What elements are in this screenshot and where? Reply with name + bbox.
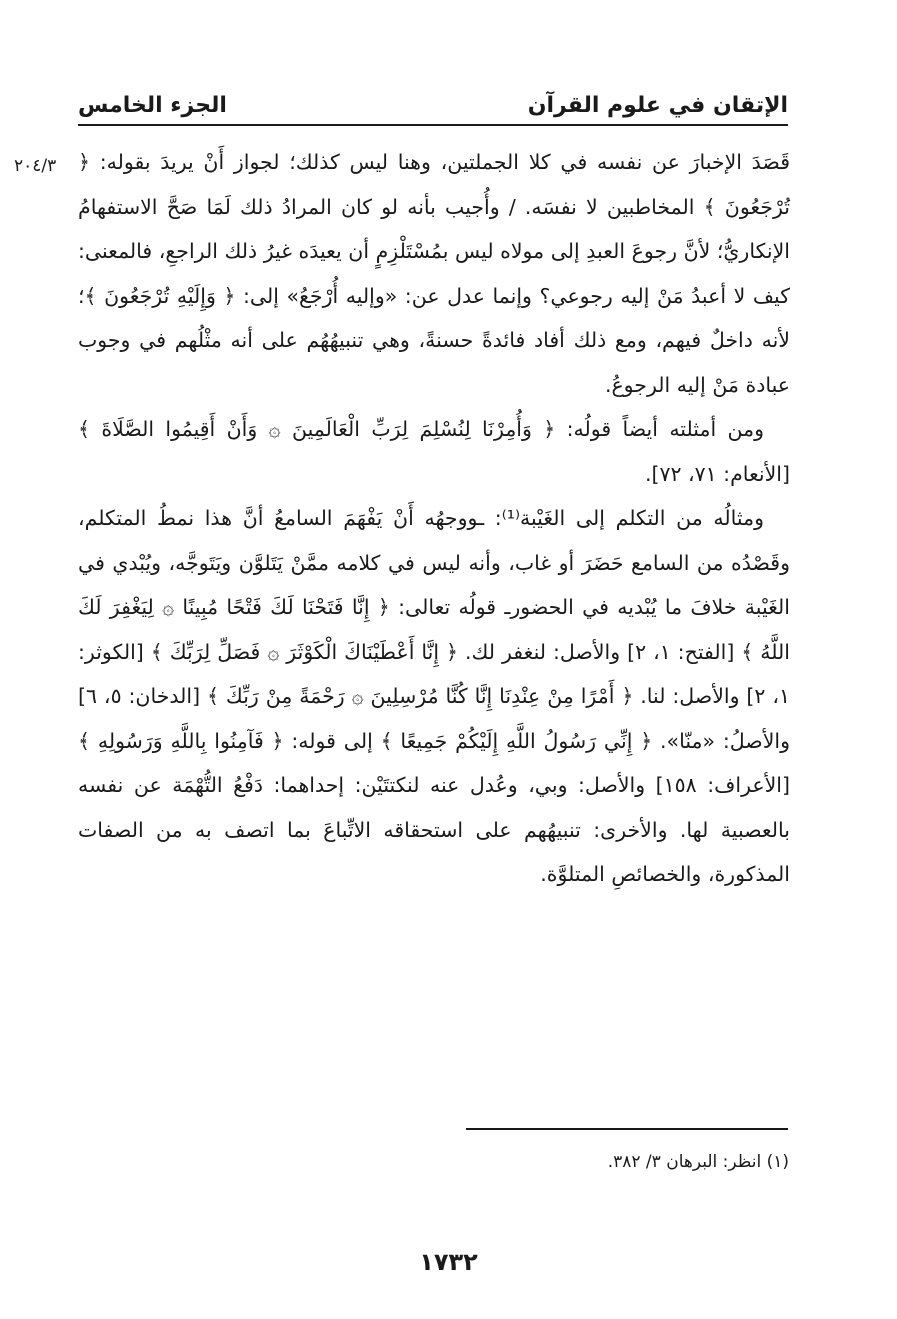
paragraph-3: ومثالُه من التكلم إلى الغَيْبة⁽¹⁾: ـووجهُه أَنْ يَفْهَمَ السامعُ أنَّ هذا نمطُ المتكلم، وقَصْدُه من السامع حَضَرَ أو غاب، وأنه ليس في كلامه ممَّنْ يَتَلوَّن ويَتَوجَّه، ويُبْدي في الغَيْبة خلافَ ما يُبْديه في الحضورـ قولُه تعالى: ﴿ إِنَّا فَتَحْنَا لَكَ فَتْحًا مُبِينًا ۞ لِيَغْفِرَ لَكَ اللَّهُ ﴾ [الفتح: ١، ٢] والأصل: لنغفر لك. ﴿ إِنَّا أَعْطَيْنَاكَ الْكَوْثَرَ ۞ فَصَلِّ لِرَبِّكَ ﴾ [الكوثر: ١، ٢] والأصل: لنا. ﴿ أَمْرًا مِنْ عِنْدِنَا إِنَّا كُنَّا مُرْسِلِينَ ۞ رَحْمَةً مِنْ رَبِّكَ ﴾ [الدخان: ٥، ٦] والأصلُ: «منّا». ﴿ إِنِّي رَسُولُ اللَّهِ إِلَيْكُمْ جَمِيعًا ﴾ إلى قوله: ﴿ فَآمِنُوا بِاللَّهِ وَرَسُولِهِ ﴾ [الأعراف: ١٥٨] والأصل: وبي، وعُدل عنه لنكتتَيْن: إحداهما: دَفْعُ التُّهْمَة عن نفسه بالعصبية لها. والأخرى: تنبيهُهم على استحقاقه الاتِّباعَ بما اتصف به من الصفات المذكورة، والخصائصِ المتلوَّة. bbox=[78, 506, 790, 886]
book-title: الإتقان في علوم القرآن bbox=[527, 93, 788, 118]
volume-label: الجزء الخامس bbox=[78, 93, 227, 118]
page-number: ١٧٣٢ bbox=[419, 1248, 478, 1276]
paragraph-1: قَصَدَ الإخبارَ عن نفسه في كلا الجملتين، وهنا ليس كذلك؛ لجواز أَنْ يريدَ بقوله: ﴿ تُرْجَعُونَ ﴾ المخاطبين لا نفسَه. / وأُجيب بأنه لو كان المرادُ ذلك لَمَا صَحَّ الاستفهامُ الإنكاريُّ؛ لأنَّ رجوعَ العبدِ إلى مولاه ليس بمُسْتَلْزِمٍ أن يعيدَه غيرُ ذلك الراجعِ، فالمعنى: كيف لا أعبدُ مَنْ إليه رجوعي؟ وإنما عدل عن: «وإليه أُرْجَعُ» إلى: ﴿ وَإِلَيْهِ تُرْجَعُونَ ﴾؛ لأنه داخلٌ فيهم، ومع ذلك أفاد فائدةً حسنةً، وهي تنبيهُهُم على أنه مثْلُهم في وجوب عبادة مَنْ إليه الرجوعُ. bbox=[78, 150, 790, 397]
footnote: (١) انظر: البرهان ٣/ ٣٨٢. bbox=[607, 1152, 789, 1172]
running-header bbox=[78, 78, 788, 118]
main-text bbox=[78, 140, 790, 897]
header-rule bbox=[78, 124, 788, 126]
paragraph-2: ومن أمثلته أيضاً قولُه: ﴿ وَأُمِرْنَا لِنُسْلِمَ لِرَبِّ الْعَالَمِينَ ۞ وَأَنْ أَقِيمُوا الصَّلَاةَ ﴾ [الأنعام: ٧١، ٧٢]. bbox=[78, 417, 790, 486]
margin-page-marker: ٢٠٤/٣ bbox=[14, 156, 57, 176]
footnote-rule bbox=[466, 1128, 788, 1130]
